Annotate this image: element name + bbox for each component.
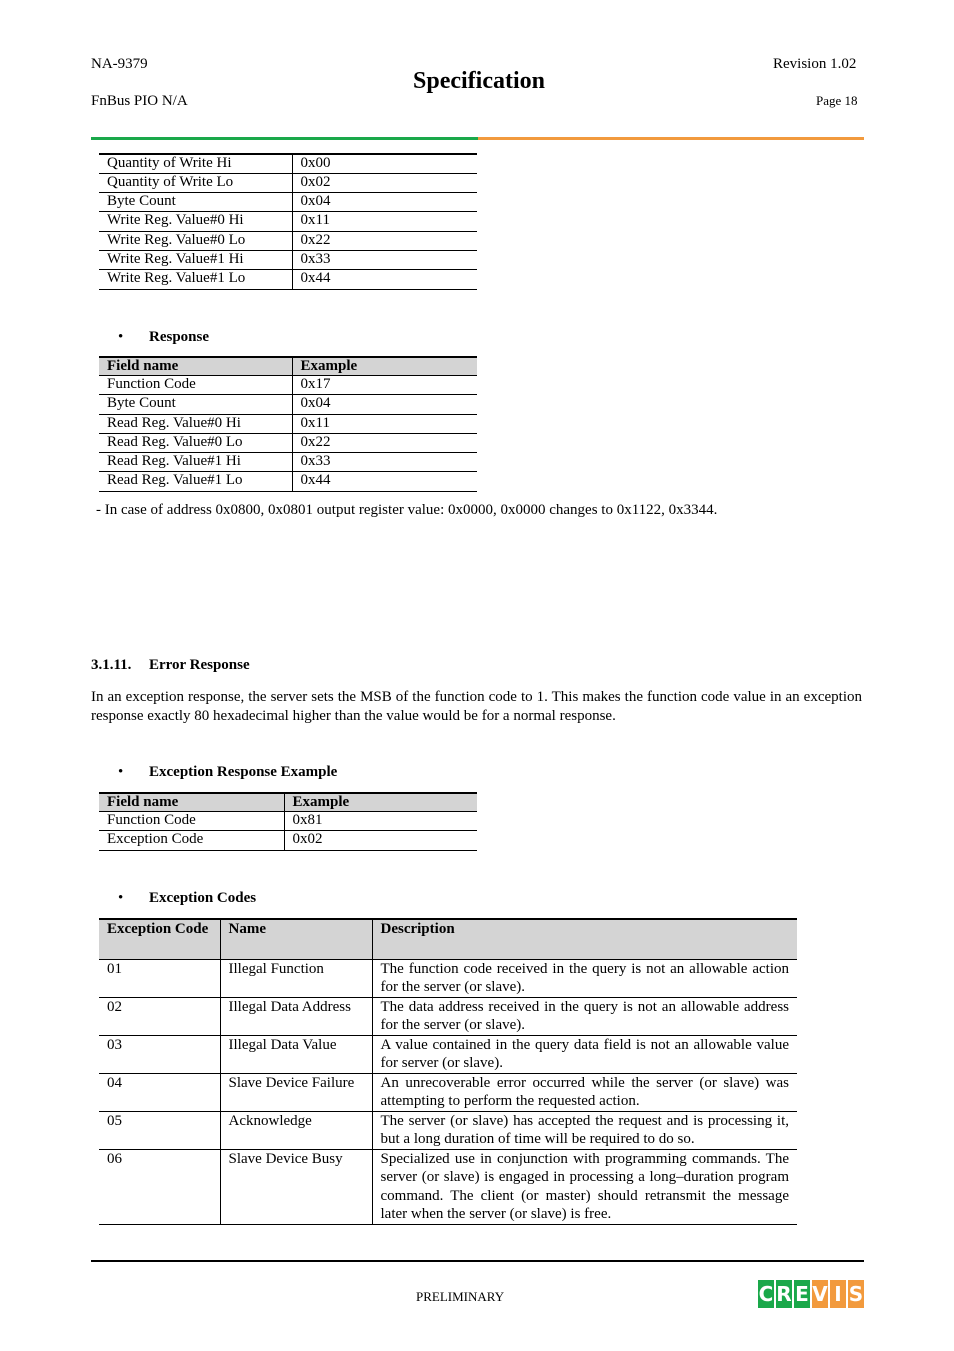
column-header: Exception Code (99, 919, 220, 959)
name-cell: Slave Device Failure (220, 1073, 372, 1111)
name-cell: Illegal Data Address (220, 997, 372, 1035)
section-heading (91, 657, 250, 674)
section-paragraph: In an exception response, the server sets the MSB of the function code to 1. This makes the function code value in an exception response exactly 80 hexadecimal higher than the value would be for a normal response. (91, 689, 862, 724)
example-cell: 0x00 (292, 154, 477, 173)
table-row (99, 231, 477, 250)
example-cell: 0x22 (292, 231, 477, 250)
description-cell: The function code received in the query is not an allowable action for the server (or slave). (372, 959, 797, 997)
example-cell: 0x02 (284, 831, 477, 850)
field-name-cell: Read Reg. Value#0 Lo (107, 433, 243, 450)
column-header: Field name (99, 357, 292, 376)
example-cell: 0x04 (292, 193, 477, 212)
table-row (99, 812, 477, 831)
table-row (99, 1073, 797, 1111)
field-name-cell: Function Code (107, 376, 196, 392)
field-name-cell: Read Reg. Value#1 Hi (107, 453, 241, 470)
example-cell: 0x17 (292, 376, 477, 395)
column-header: Field name (99, 793, 284, 812)
example-cell: 0x11 (292, 414, 477, 433)
field-name-cell: Write Reg. Value#1 Hi (107, 250, 244, 267)
page-title: Specification (413, 68, 545, 94)
logo-letter: R (776, 1282, 792, 1306)
section-title: Error Response (148, 657, 250, 673)
field-name-cell: Byte Count (107, 395, 176, 412)
response-note: - In case of address 0x0800, 0x0801 output register value: 0x0000, 0x0000 changes to 0x1122, 0x3344. (96, 502, 718, 518)
field-name-cell: Byte Count (107, 193, 176, 210)
code-cell: 06 (99, 1149, 220, 1224)
column-header: Name (220, 919, 372, 959)
table-row (99, 173, 477, 192)
field-name-cell: Write Reg. Value#1 Lo (107, 270, 246, 287)
table-row (99, 1149, 797, 1224)
table-row (99, 212, 477, 231)
description-cell: An unrecoverable error occurred while the server (or slave) was attempting to perform the requested action. (372, 1073, 797, 1111)
table-row (99, 193, 477, 212)
bullet-icon: • (118, 890, 124, 906)
table-row (99, 395, 477, 414)
example-cell: 0x44 (292, 472, 477, 491)
table-row (99, 1035, 797, 1073)
exception-example-table (99, 792, 477, 851)
header-rule-green (91, 137, 478, 140)
table-row (99, 433, 477, 452)
name-cell: Slave Device Busy (220, 1149, 372, 1224)
logo-letter: I (830, 1280, 846, 1308)
field-name-cell: Exception Code (107, 831, 204, 848)
example-cell: 0x81 (284, 812, 477, 831)
section-number: 3.1.11. (91, 657, 132, 673)
field-name-cell: Write Reg. Value#0 Lo (107, 231, 246, 248)
code-cell: 05 (99, 1111, 220, 1149)
code-cell: 04 (99, 1073, 220, 1111)
example-cell: 0x04 (292, 395, 477, 414)
table-row (99, 270, 477, 289)
logo-letter: E (795, 1282, 809, 1306)
description-cell: A value contained in the query data field is not an allowable value for server (or slave). (372, 1035, 797, 1073)
logo-letter: S (848, 1282, 864, 1306)
example-cell: 0x33 (292, 453, 477, 472)
table-row (99, 1111, 797, 1149)
logo-letter: C (758, 1282, 774, 1306)
response-heading: • Response (118, 329, 210, 345)
field-name-cell: Read Reg. Value#1 Lo (107, 472, 243, 489)
exception-codes-table (99, 918, 797, 1225)
table-row (99, 154, 477, 173)
example-cell: 0x33 (292, 250, 477, 269)
code-cell: 03 (99, 1035, 220, 1073)
field-name-cell: Write Reg. Value#0 Hi (107, 212, 244, 229)
code-cell: 02 (99, 997, 220, 1035)
table-row (99, 959, 797, 997)
example-cell: 0x02 (292, 173, 477, 192)
table-row (99, 831, 477, 850)
column-header: Description (372, 919, 797, 959)
page-number: Page 18 (816, 93, 858, 108)
field-name-cell: Quantity of Write Hi (107, 155, 232, 171)
request-table (99, 153, 477, 290)
revision: Revision 1.02 (773, 56, 857, 72)
header-rule-orange (478, 137, 864, 140)
description-cell: The server (or slave) has accepted the request and is processing it, but a long duration of time will be required to do so. (372, 1111, 797, 1149)
table-row (99, 472, 477, 491)
field-name-cell: Read Reg. Value#0 Hi (107, 414, 241, 431)
exception-example-heading: • Exception Response Example (118, 764, 338, 780)
name-cell: Acknowledge (220, 1111, 372, 1149)
name-cell: Illegal Data Value (220, 1035, 372, 1073)
document-id: NA-9379 (91, 56, 148, 72)
code-cell: 01 (99, 959, 220, 997)
bullet-icon: • (118, 764, 124, 780)
column-header: Example (284, 793, 477, 812)
footer-status: PRELIMINARY (416, 1289, 505, 1304)
exception-codes-heading: • Exception Codes (118, 890, 257, 906)
example-cell: 0x11 (292, 212, 477, 231)
table-row (99, 376, 477, 395)
example-cell: 0x22 (292, 433, 477, 452)
example-cell: 0x44 (292, 270, 477, 289)
table-row (99, 250, 477, 269)
name-cell: Illegal Function (220, 959, 372, 997)
response-table (99, 356, 477, 492)
crevis-logo (758, 1280, 864, 1308)
footer-rule (91, 1260, 864, 1262)
table-row (99, 453, 477, 472)
column-header: Example (292, 357, 477, 376)
bullet-icon: • (118, 329, 124, 345)
description-cell: Specialized use in conjunction with programming commands. The server (or slave) is engaged in processing a long–duration program command. The client (or master) should retransmit the message later when the server (or slave) is free. (372, 1149, 797, 1224)
table-row (99, 414, 477, 433)
field-name-cell: Quantity of Write Lo (107, 173, 234, 190)
field-name-cell: Function Code (107, 812, 196, 828)
logo-letter: V (812, 1282, 828, 1306)
product-name: FnBus PIO N/A (91, 93, 188, 109)
description-cell: The data address received in the query is not an allowable address for the server (or slave). (372, 997, 797, 1035)
table-row (99, 997, 797, 1035)
